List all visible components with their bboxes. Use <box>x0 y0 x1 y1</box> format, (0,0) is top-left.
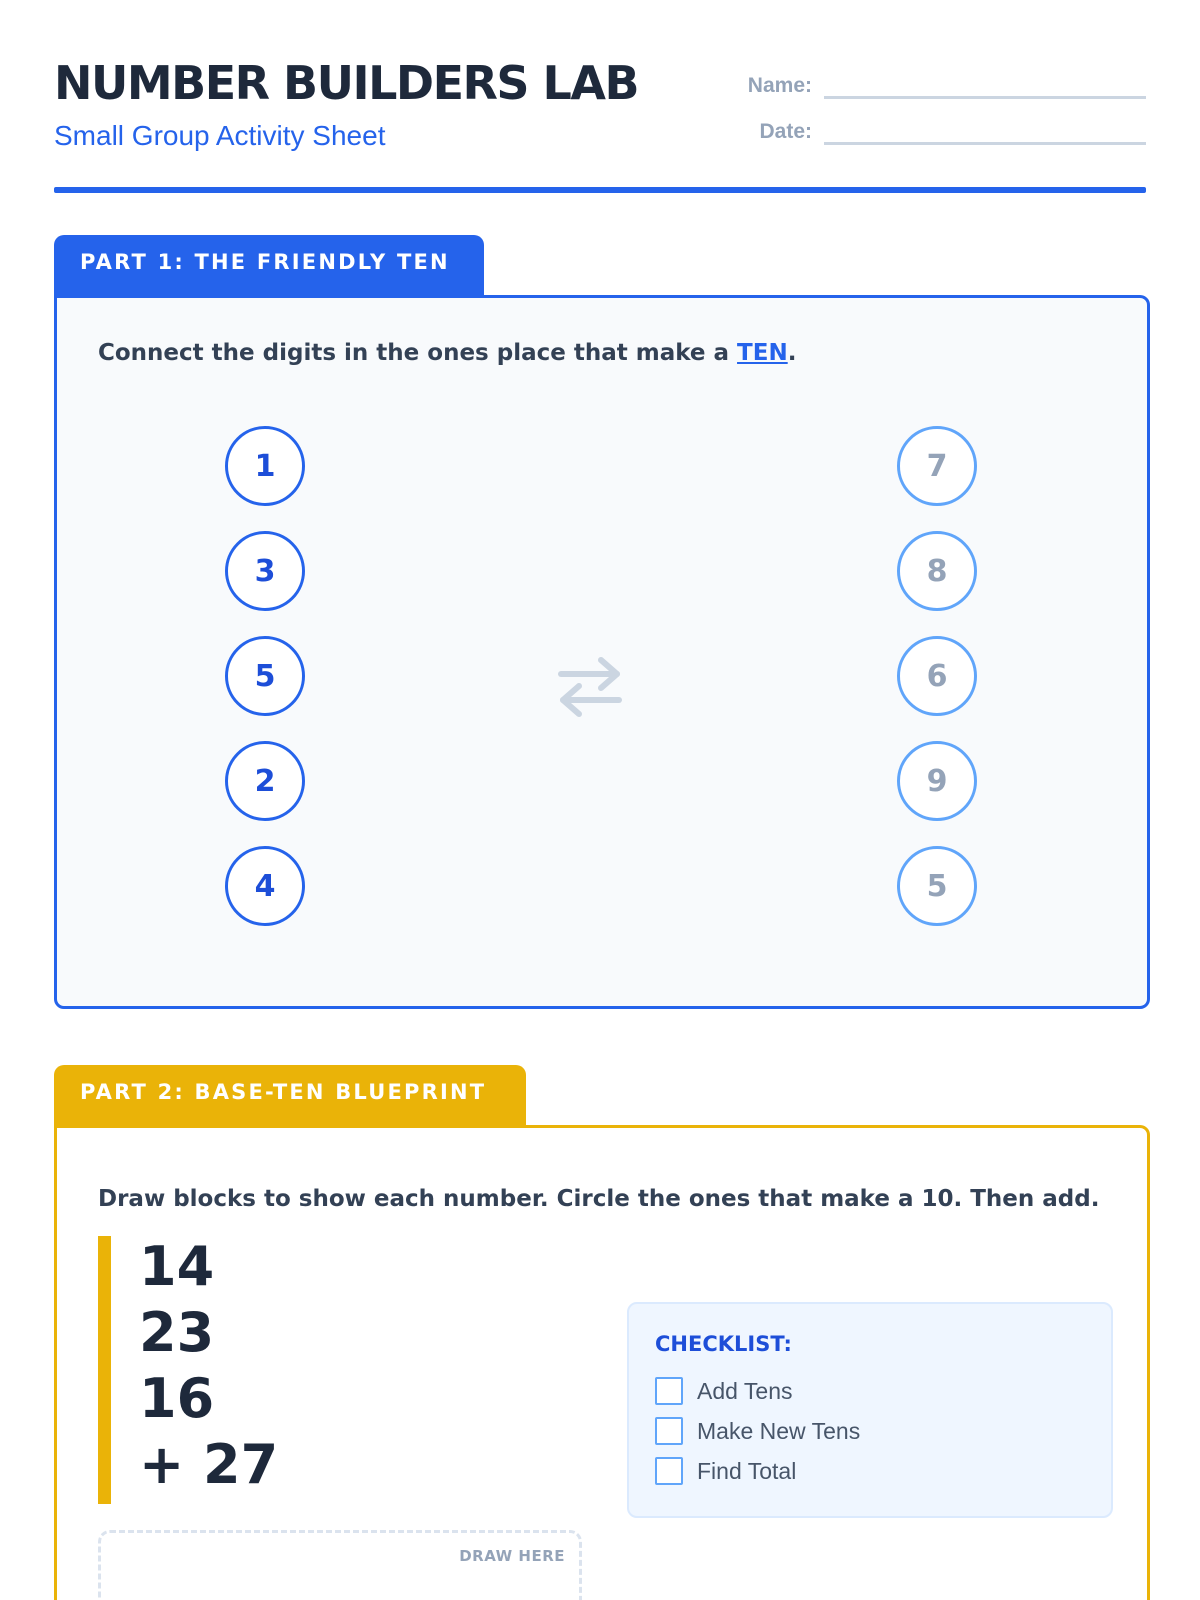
checkbox[interactable] <box>655 1457 683 1485</box>
left-digit-circle[interactable]: 5 <box>225 636 305 716</box>
checklist-item-label: Add Tens <box>697 1378 793 1404</box>
right-digit-circle[interactable]: 6 <box>897 636 977 716</box>
date-label: Date: <box>759 120 812 143</box>
right-digit-circle[interactable]: 9 <box>897 741 977 821</box>
part1-instruction-end: . <box>787 340 797 366</box>
left-digit-circle[interactable]: 1 <box>225 426 305 506</box>
addend-number: 23 <box>139 1301 215 1364</box>
part1-section <box>54 295 1150 1009</box>
checklist-item-label: Make New Tens <box>697 1418 861 1444</box>
left-digit-circle[interactable]: 4 <box>225 846 305 926</box>
left-digit-circle[interactable]: 3 <box>225 531 305 611</box>
worksheet-title: NUMBER BUILDERS LAB <box>54 56 639 110</box>
right-digit-circle[interactable]: 7 <box>897 426 977 506</box>
checklist-item-label: Find Total <box>697 1458 797 1484</box>
checklist-box <box>627 1302 1113 1518</box>
numbers-accent-bar <box>98 1236 111 1504</box>
name-label: Name: <box>747 74 812 97</box>
right-digit-circle[interactable]: 5 <box>897 846 977 926</box>
addend-number: 14 <box>139 1235 215 1298</box>
swap-arrows-icon <box>555 652 625 722</box>
worksheet-subtitle: Small Group Activity Sheet <box>54 120 386 151</box>
part1-tab: PART 1: THE FRIENDLY TEN <box>54 235 484 297</box>
draw-here-label: DRAW HERE <box>459 1547 565 1565</box>
date-field[interactable] <box>726 112 1146 152</box>
part2-tab: PART 2: BASE-TEN BLUEPRINT <box>54 1065 526 1127</box>
checkbox[interactable] <box>655 1377 683 1405</box>
right-digit-circle[interactable]: 8 <box>897 531 977 611</box>
addend-number: + 27 <box>139 1433 279 1496</box>
header-divider <box>54 187 1146 193</box>
name-field[interactable] <box>726 66 1146 106</box>
left-digit-circle[interactable]: 2 <box>225 741 305 821</box>
addend-number: 16 <box>139 1367 215 1430</box>
date-line[interactable] <box>824 142 1146 145</box>
checklist-title: CHECKLIST: <box>655 1332 792 1356</box>
name-line[interactable] <box>824 96 1146 99</box>
draw-area[interactable] <box>98 1530 582 1600</box>
part1-instruction-text: Connect the digits in the ones place that make a <box>98 340 738 366</box>
checkbox[interactable] <box>655 1417 683 1445</box>
part2-instruction: Draw blocks to show each number. Circle the ones that make a 10. Then add. <box>98 1186 1100 1212</box>
worksheet-header <box>54 56 1146 196</box>
part1-instruction <box>98 340 796 366</box>
part2-section <box>54 1125 1150 1600</box>
ten-link[interactable]: TEN <box>737 340 788 366</box>
